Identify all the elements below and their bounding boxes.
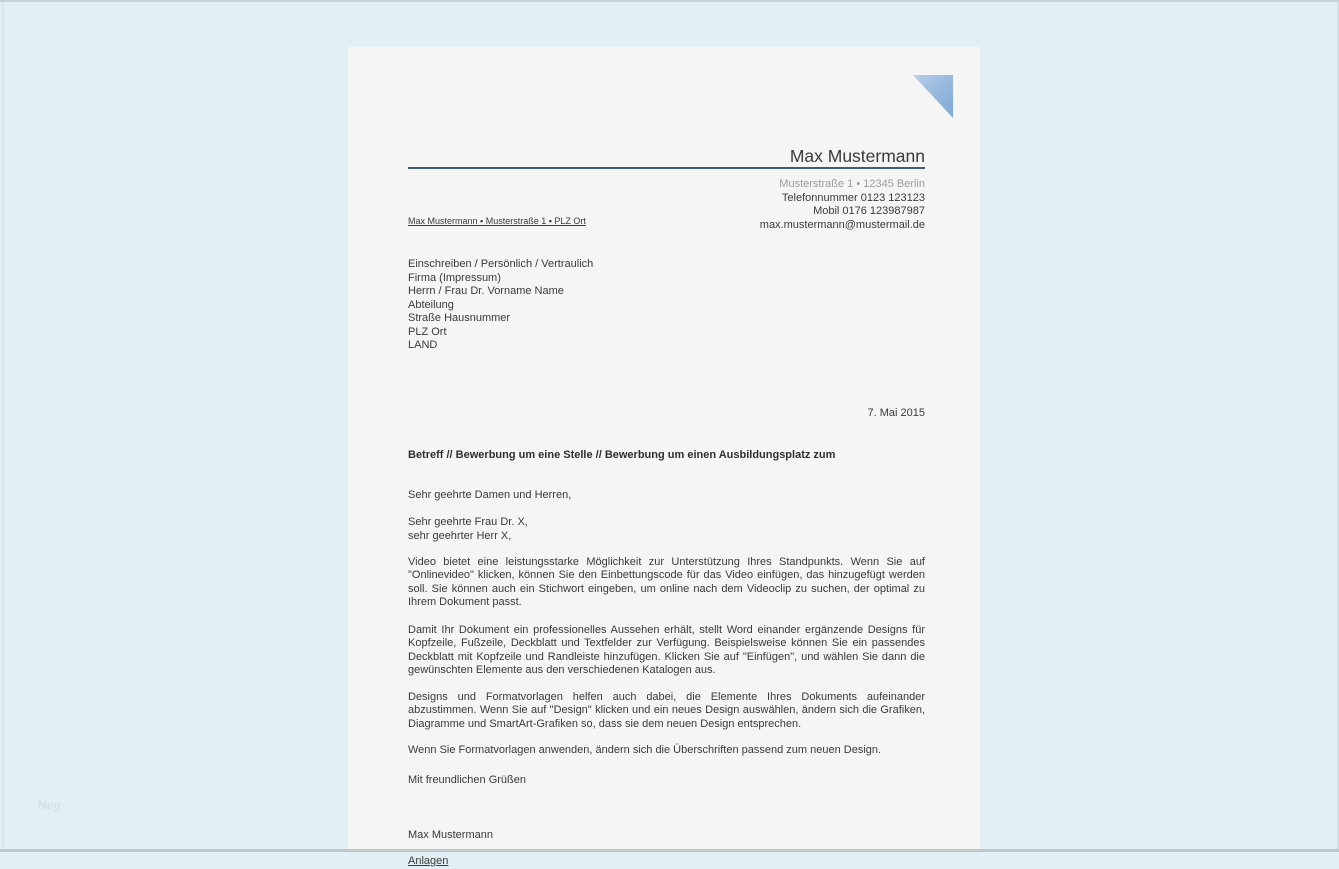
enclosures-label: Anlagen [408,855,449,867]
recipient-line: PLZ Ort [408,325,447,338]
sender-phone: Telefonnummer 0123 123123 [781,191,925,204]
salutation-personal [408,516,528,543]
watermark: Neg [38,798,61,812]
sender-email: max.mustermann@mustermail.de [759,218,925,231]
corner-triangle-decoration [913,75,953,118]
letterhead-divider [408,167,925,169]
recipient-line: Herrn / Frau Dr. Vorname Name [408,285,564,297]
letterhead-name: Max Mustermann [789,146,925,166]
salutation-general: Sehr geehrte Damen und Herren, [408,489,572,501]
body-paragraph: Damit Ihr Dokument ein professionelles Aussehen erhält, stellt Word einander ergänzende Designs für Kopfzeile, Fußzeile, Deckblatt und Textfelder zur Verfügung. Beispielsweise können Sie ein passendes Deckblatt mit Kopfzeile und Randleiste hinzufügen. Klicken Sie auf "Einfügen", und wählen Sie dann die gewünschten Elemente aus den verschiedenen Katalogen aus. [408,624,925,677]
recipient-line: Abteilung [408,298,454,311]
closing-salutation: Mit freundlichen Grüßen [408,774,526,786]
body-paragraph: Video bietet eine leistungsstarke Möglichkeit zur Unterstützung Ihres Standpunkts. Wenn Sie auf "Onlinevideo" klicken, können Sie den Einbettungscode für das Video einfügen, das hinzugefügt werden soll. Sie können auch ein Stichwort eingeben, um online nach dem Videoclip zu suchen, der optimal zu Ihrem Dokument passt. [408,556,925,609]
letter-page [348,47,980,867]
frame-top-edge [0,0,1339,2]
sender-street-city: Musterstraße 1 • 12345 Berlin [779,178,925,190]
frame-left-edge [2,0,4,852]
signature-name: Max Mustermann [408,829,493,841]
subject-line: Betreff // Bewerbung um eine Stelle // Bewerbung um einen Ausbildungsplatz zum [408,449,836,461]
body-paragraph: Wenn Sie Formatvorlagen anwenden, ändern sich die Überschriften passend zum neuen Design. [408,744,882,756]
salutation-line-herr: sehr geehrter Herr X, [408,529,512,542]
body-paragraph: Designs und Formatvorlagen helfen auch dabei, die Elemente Ihres Dokuments aufeinander abzustimmen. Wenn Sie auf "Design" klicken und ein neues Design auswählen, ändern sich die Grafiken, Diagramme und SmartArt-Grafiken so, dass sie dem neuen Design entsprechen. [408,691,925,730]
salutation-line-frau: Sehr geehrte Frau Dr. X, [408,516,528,528]
recipient-line: Firma (Impressum) [408,271,501,284]
letterhead-contact-block [760,178,925,232]
recipient-address-block [408,258,593,353]
recipient-line: LAND [408,339,438,351]
return-address-line: Max Mustermann ▪ Musterstraße 1 ▪ PLZ Ort [408,216,586,226]
recipient-line: Straße Hausnummer [408,312,511,324]
sender-mobile: Mobil 0176 123987987 [813,205,925,217]
recipient-line: Einschreiben / Persönlich / Vertraulich [408,258,594,270]
letter-date: 7. Mai 2015 [867,407,925,419]
